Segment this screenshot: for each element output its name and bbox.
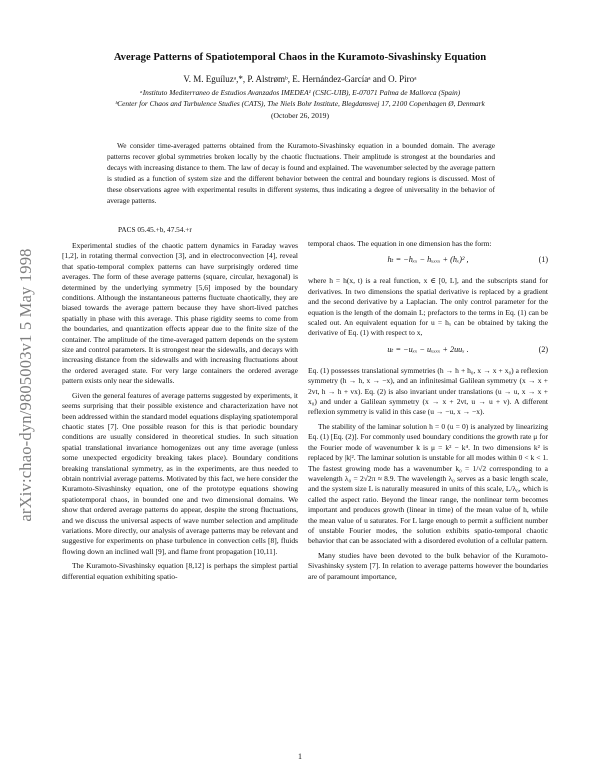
equation-2-body: uₜ = −uₓₓ − uₓₓₓₓ + 2uuₓ .	[387, 344, 469, 354]
paragraph: Eq. (1) possesses translational symmetries (h → h + h₀, x → x + x₀) a reflexion symmetry (h → h, x → −x), and an infinitesimal Galilean symmetry (x → x + 2vt, h → h + vx). Eq. (2) is also invariant under translations (u → u, x → x + x₀) and under a Galilean symmetry (x → x + 2vt, u → u + v). A different reflexion symmetry is valid in this case (u → −u, x → −x).	[308, 365, 548, 417]
pacs-codes: PACS 05.45.+b, 47.54.+r	[118, 225, 192, 234]
arxiv-identifier-text: arXiv:chao-dyn/9805003v1 5 May 1998	[16, 248, 35, 522]
paragraph: Experimental studies of the chaotic pattern dynamics in Faraday waves [1,2], in rotating thermal convection [3], and in electroconvection [4], reveal that spatio-temporal complex patterns can have surprisingly ordered time averages. The form of these average patterns (square, circular, hexagonal) is determined by the underlying symmetry [5,6] imposed by the boundary conditions. Although the instantaneous patterns fluctuate chaotically, they are biased towards the average pattern because they have short-lived patches spatially in phase with this average. This phase rigidity seems to come from the boundaries, and quantization effects appear due to the finite size of the container. The amplitude of the time-averaged pattern depends on the system size and control parameters. It is strongest near the sidewalls, and decays with increasing distance from the sidewalls and with increasing fluctuations about the ordered averaged state. For very large containers the ordered average pattern exists only near the sidewalls.	[62, 241, 298, 386]
affiliation-a: ᵃInstituto Mediterraneo de Estudios Avanzados IMEDEA¹ (CSIC-UIB), E-07071 Palma de Mallorca (Spain)	[139, 88, 461, 97]
equation-1-body: hₜ = −hₓₓ − hₓₓₓₓ + (hₓ)² ,	[387, 255, 469, 265]
equation-1-number: (1)	[538, 255, 548, 265]
arxiv-identifier	[13, 250, 39, 520]
paragraph: temporal chaos. The equation in one dimension has the form:	[308, 239, 492, 248]
page-number: 1	[298, 752, 302, 761]
author-list: V. M. Eguíluzᵃ,*, P. Alstrømᵇ, E. Hernández-Garcíaᵃ and O. Piroᵃ	[183, 74, 417, 84]
right-column	[308, 239, 548, 586]
paragraph: Given the general features of average patterns suggested by experiments, it seems surprising that their possible existence and characterization have not been addressed within the standard model equations displaying spatiotemporal chaotic states [7]. One possible reason for this is that periodic boundary conditions are usually considered in theoretical studies. In such situation spatial translational invariance homogenizes out any time average (unless some unexpected ergodicity breaking takes place). Boundary conditions breaking translational symmetry, as in the experiments, are thus needed to obtain nontrivial average patterns. Motivated by this fact, we here consider the Kuramoto-Sivashinsky equation, one of the prototype equations showing spatiotemporal chaos, in bounded one and two dimensional domains. We show that ordered average patterns do appear, despite the strong fluctuations, and we discuss the universal aspects of wave number selection and amplitude variations. More directly, our analysis of average patterns may be relevant and suggestive for experiments on phase turbulence in convection cells [8], fluids flowing down an inclined wall [9], and flame front propagation [10,11].	[62, 390, 298, 556]
abstract: We consider time-averaged patterns obtained from the Kuramoto-Sivashinsky equation in a bounded domain. The average patterns recover global symmetries broken locally by the chaotic fluctuations. Their amplitude is strongest at the boundaries and decays with increasing distance to them. The law of decay is found and explained. The wavenumber selected by the average pattern is studied as a function of system size and the different behavior between the central and boundary regions is discussed. Most of these observations agree with experimental results in different systems, thus indicating a degree of universality in the behavior of average patterns.	[107, 141, 495, 206]
equation-1	[308, 253, 548, 271]
paragraph: Many studies have been devoted to the bulk behavior of the Kuramoto-Sivashinsky system [7]. In relation to average patterns however the boundaries are of paramount importance,	[308, 550, 548, 581]
paragraph: where h = h(x, t) is a real function, x ∈ [0, L], and the subscripts stand for derivatives. In two dimensions the spatial derivative is replaced by a gradient and the second derivative by a Laplacian. The only control parameter for the equation is the length of the domain L; prefactors to the terms in Eq. (1) can be scaled out. An equivalent equation for u = hₓ can be obtained by taking the derivative of Eq. (1) with respect to x,	[308, 276, 548, 338]
equation-2-number: (2)	[538, 344, 548, 354]
paper-date: (October 26, 2019)	[271, 111, 329, 120]
paper-title: Average Patterns of Spatiotemporal Chaos in the Kuramoto-Sivashinsky Equation	[113, 52, 487, 63]
paragraph: The stability of the laminar solution h = 0 (u = 0) is analyzed by linearizing Eq. (1) [Eq. (2)]. For commonly used boundary conditions the growth rate μ for the Fourier mode of wavenumber k is μ = k² − k⁴. In two dimensions k² is replaced by |k|². The laminar solution is unstable for all modes within 0 < k < 1. The fastest growing mode has a wavenumber k₀ = 1/√2 corresponding to a wavelength λ₀ = 2√2π ≈ 8.9. The wavelength λ₀ serves as a basic length scale, and the system size L is naturally measured in units of this scale, L/λ₀, which is called the aspect ratio. Beyond the linear range, the nonlinear term becomes important and produces growth (linear in time) of the mean value of h, while the mean value of u saturates. For L large enough to permit a sufficient number of unstable Fourier modes, the solution exhibits spatio-temporal chaotic behavior that can be associated with a disordered evolution of a cellular pattern.	[308, 421, 548, 546]
affiliation-b: ᵇCenter for Chaos and Turbulence Studies (CATS), The Niels Bohr Institute, Blegdamsvej 17, 2100 Copenhagen Ø, Denmark	[115, 99, 485, 108]
left-column	[62, 241, 298, 586]
paragraph: The Kuramoto-Sivashinsky equation [8,12] is perhaps the simplest partial differential equation exhibiting spatio-	[62, 561, 298, 581]
equation-2	[308, 343, 548, 361]
